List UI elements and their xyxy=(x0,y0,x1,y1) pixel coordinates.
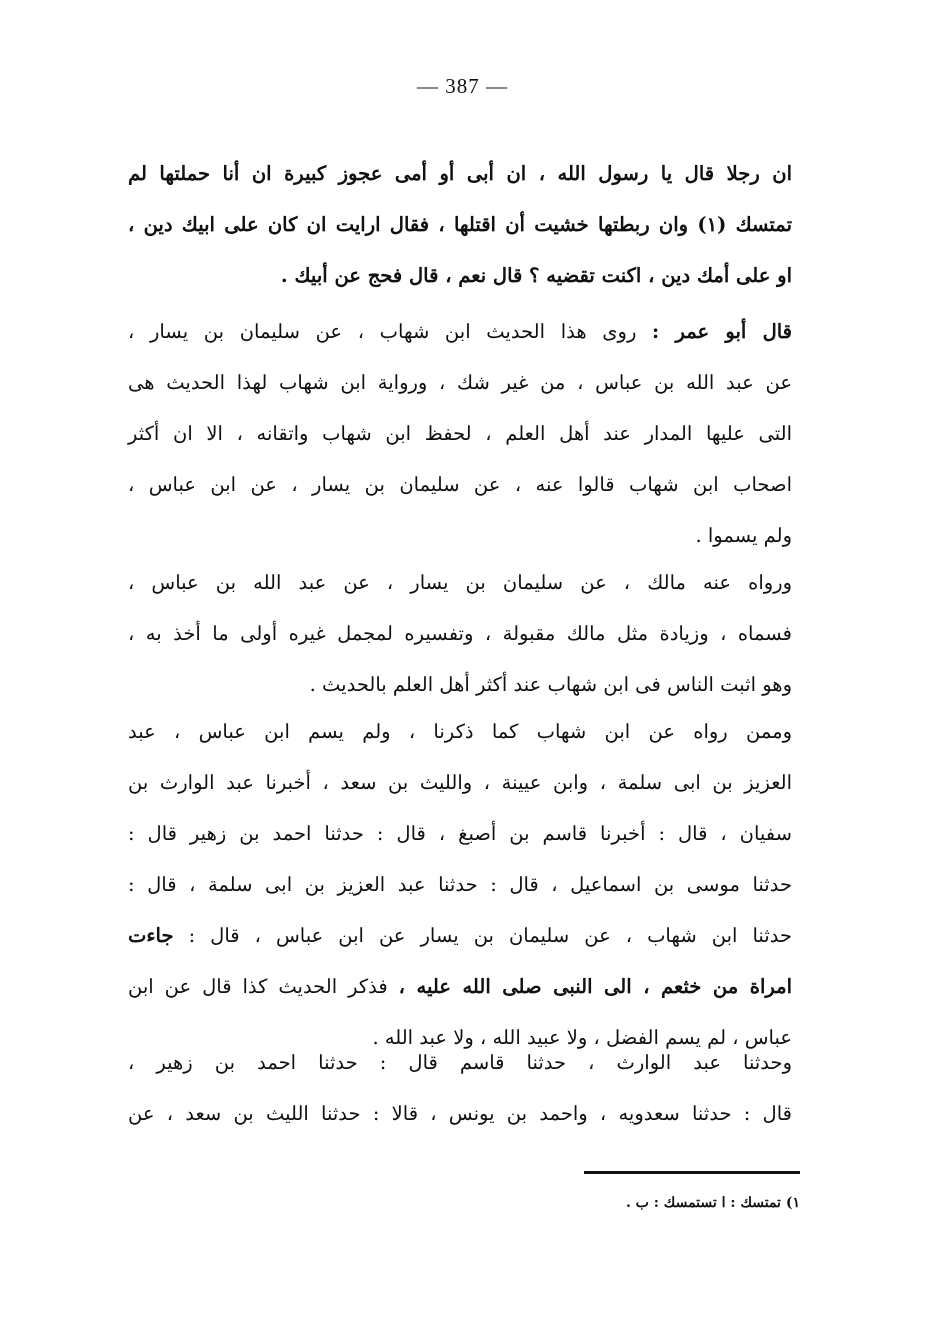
text-line: او على أمك دين ، اكنت تقضيه ؟ قال نعم ، قال فحج عن أبيك . xyxy=(280,264,792,287)
bold-text-span: جاءت xyxy=(128,924,174,947)
text-line: العزيز بن ابى سلمة ، وابن عيينة ، والليث بن سعد ، أخبرنا عبد الوارث بن xyxy=(128,771,792,794)
page-number: — 387 — xyxy=(417,74,508,98)
paragraph-abu-umar-commentary xyxy=(128,306,792,561)
text-line: تمتسك (١) وان ربطتها خشيت أن اقتلها ، فقال ارايت ان كان على ابيك دين ، xyxy=(128,213,792,236)
text-line: وحدثنا عبد الوارث ، حدثنا قاسم قال : حدثنا احمد بن زهير ، xyxy=(128,1051,792,1074)
text-line xyxy=(128,306,792,357)
text-line: سفيان ، قال : أخبرنا قاسم بن أصبغ ، قال : حدثنا احمد بن زهير قال : xyxy=(128,822,792,845)
text-line: عباس ، لم يسم الفضل ، ولا عبيد الله ، ولا عبد الله . xyxy=(372,1026,792,1049)
text-line: وممن رواه عن ابن شهاب كما ذكرنا ، ولم يسم ابن عباس ، عبد xyxy=(128,720,792,743)
paragraph-lead: قال أبو عمر : xyxy=(652,320,792,343)
text-line: قال : حدثنا سعدويه ، واحمد بن يونس ، قالا : حدثنا الليث بن سعد ، عن xyxy=(128,1102,792,1125)
text-span: حدثنا ابن شهاب ، عن سليمان بن يسار عن ابن عباس ، قال : xyxy=(188,924,792,947)
text-span: فذكر الحديث كذا قال عن ابن xyxy=(128,975,388,998)
text-line: التى عليها المدار عند أهل العلم ، لحفظ ابن شهاب واتقانه ، الا ان أكثر xyxy=(128,422,792,445)
text-line xyxy=(128,910,792,961)
text-line: اصحاب ابن شهاب قالوا عنه ، عن سليمان بن يسار ، عن ابن عباس ، xyxy=(128,473,792,496)
paragraph-hadith-text xyxy=(128,148,792,301)
footnote: ١) تمتسك : ا تستمسك : ب . xyxy=(625,1195,800,1211)
footnote-divider xyxy=(584,1171,800,1174)
text-line: حدثنا موسى بن اسماعيل ، قال : حدثنا عبد العزيز بن ابى سلمة ، قال : xyxy=(128,873,792,896)
text-line: ان رجلا قال يا رسول الله ، ان أبى أو أمى عجوز كبيرة ان أنا حملتها لم xyxy=(128,162,792,185)
paragraph-second-isnad xyxy=(128,1037,792,1139)
bold-text-span: امراة من خثعم ، الى النبى صلى الله عليه ، xyxy=(398,975,793,998)
paragraph-isnad-chain xyxy=(128,706,792,1063)
text-line: فسماه ، وزيادة مثل مالك مقبولة ، وتفسيره لمجمل غيره أولى ما أخذ به ، xyxy=(128,622,792,645)
text-line: ورواه عنه مالك ، عن سليمان بن يسار ، عن عبد الله بن عباس ، xyxy=(128,571,792,594)
text-line: عن عبد الله بن عباس ، من غير شك ، ورواية ابن شهاب لهذا الحديث هى xyxy=(128,371,792,394)
text-line: ولم يسموا . xyxy=(695,524,792,547)
text-line xyxy=(128,961,792,1012)
text-line: وهو اثبت الناس فى ابن شهاب عند أكثر أهل العلم بالحديث . xyxy=(309,673,792,696)
paragraph-malik-narration xyxy=(128,557,792,710)
text-span: روى هذا الحديث ابن شهاب ، عن سليمان بن يسار ، xyxy=(128,320,637,343)
